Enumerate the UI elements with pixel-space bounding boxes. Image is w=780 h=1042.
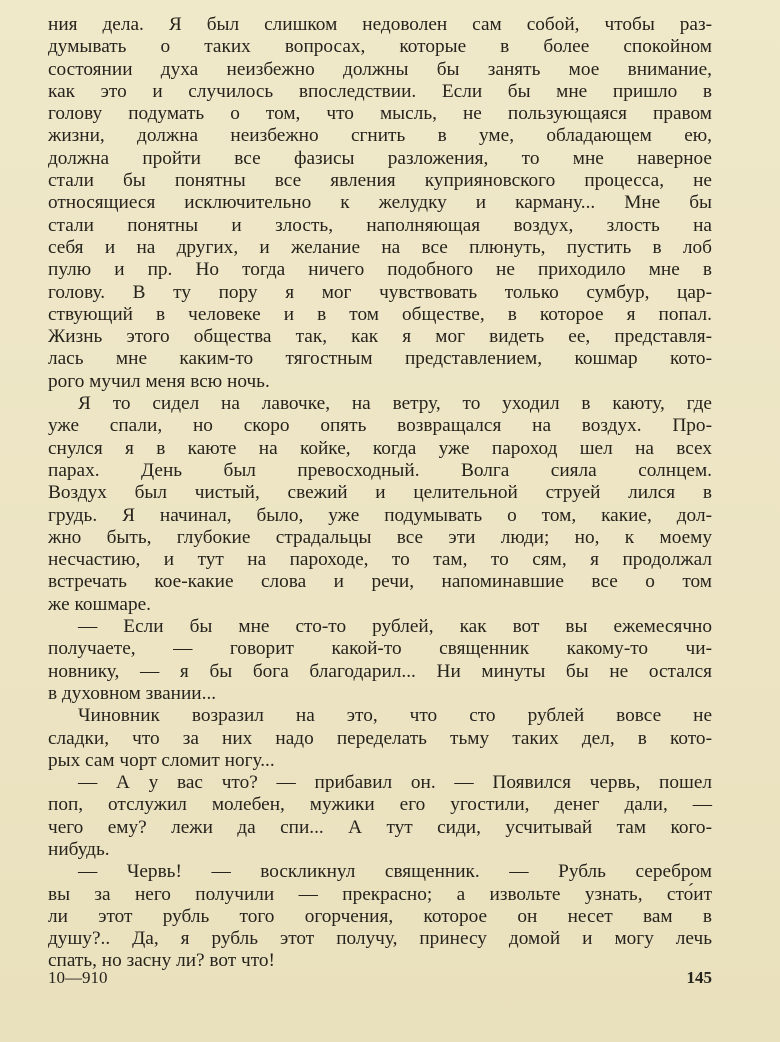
text-line: — А у вас что? — прибавил он. — Появился червь, пошел: [78, 772, 712, 794]
body-text: [48, 14, 712, 973]
text-line: относящиеся исключительно к желудку и карману... Мне бы: [48, 192, 712, 214]
text-line: жизни, должна неизбежно сгнить в уме, обладающем ею,: [48, 125, 712, 147]
text-line: ствующий в человеке и в том обществе, в которое я попал.: [48, 303, 712, 325]
text-line: Чиновник возразил на это, что сто рублей вовсе не: [78, 705, 712, 727]
text-line: вы за него получили — прекрасно; а извольте узнать, сто́ит: [48, 883, 712, 905]
text-line: должна пройти все фазисы разложения, то мне наверное: [48, 147, 712, 169]
text-line: лась мне каким-то тягостным представлением, кошмар кото-: [48, 348, 712, 370]
text-line: снулся я в каюте на койке, когда уже пароход шел на всех: [48, 437, 712, 459]
text-line: встречать кое-какие слова и речи, напоминавшие все о том: [48, 571, 712, 593]
text-line: же кошмаре.: [48, 593, 151, 615]
text-line: парах. День был превосходный. Волга сияла солнцем.: [48, 459, 712, 481]
text-line: новнику, — я бы бога благодарил... Ни минуты бы не остался: [48, 660, 712, 682]
text-line: в духовном звании...: [48, 682, 217, 704]
page-footer: [48, 966, 712, 990]
text-line: сладки, что за них надо переделать тьму таких дел, в кото-: [48, 727, 712, 749]
text-line: душу?.. Да, я рубль этот получу, принесу домой и могу лечь: [48, 928, 712, 950]
text-line: Воздух был чистый, свежий и целительной струей лился в: [48, 482, 712, 504]
text-line: стали понятны и злость, наполняющая воздух, злость на: [48, 214, 712, 236]
text-line: стали бы понятны все явления куприяновского процесса, не: [48, 170, 712, 192]
text-line: получаете, — говорит какой-то священник какому-то чи-: [48, 638, 712, 660]
text-line: поп, отслужил молебен, мужики его угостили, денег дали, —: [48, 794, 712, 816]
text-line: уже спали, но скоро опять возвращался на воздух. Про-: [48, 415, 712, 437]
text-line: жно быть, глубокие страдальцы все эти люди; но, к моему: [48, 526, 712, 548]
text-line: голову подумать о том, что мысль, не пользующаяся правом: [48, 103, 712, 125]
page-number: 145: [686, 968, 712, 987]
text-line: грудь. Я начинал, было, уже подумывать о том, какие, дол-: [48, 504, 712, 526]
text-line: пулю и пр. Но тогда ничего подобного не приходило мне в: [48, 259, 712, 281]
text-line: рого мучил меня всю ночь.: [48, 370, 270, 392]
text-line: ния дела. Я был слишком недоволен сам собой, чтобы раз-: [48, 14, 712, 35]
text-line: спать, но засну ли? вот что!: [48, 950, 275, 972]
printer-signature: 10—910: [48, 968, 108, 987]
text-line: голову. В ту пору я мог чувствовать только сумбур, цар-: [48, 281, 712, 303]
text-line: ли этот рубль того огорчения, которое он несет вам в: [48, 905, 712, 927]
text-line: — Если бы мне сто-то рублей, как вот вы ежемесячно: [78, 616, 712, 638]
text-line: себя и на других, и желание на все плюнуть, пустить в лоб: [48, 236, 712, 258]
text-line: несчастию, и тут на пароходе, то там, то сям, я продолжал: [48, 549, 712, 571]
text-line: — Червь! — воскликнул священник. — Рубль серебром: [78, 861, 712, 883]
text-line: Жизнь этого общества так, как я мог видеть ее, представля-: [48, 326, 712, 348]
text-line: состоянии духа неизбежно должны бы занять мое внимание,: [48, 58, 712, 80]
text-line: рых сам чорт сломит ногу...: [48, 749, 275, 771]
text-line: думывать о таких вопросах, которые в более спокойном: [48, 36, 712, 58]
text-line: нибудь.: [48, 838, 110, 860]
text-line: как это и случилось впоследствии. Если бы мне пришло в: [48, 80, 712, 102]
text-line: Я то сидел на лавочке, на ветру, то уходил в каюту, где: [78, 393, 712, 415]
text-line: чего ему? лежи да спи... А тут сиди, усчитывай там кого-: [48, 816, 712, 838]
